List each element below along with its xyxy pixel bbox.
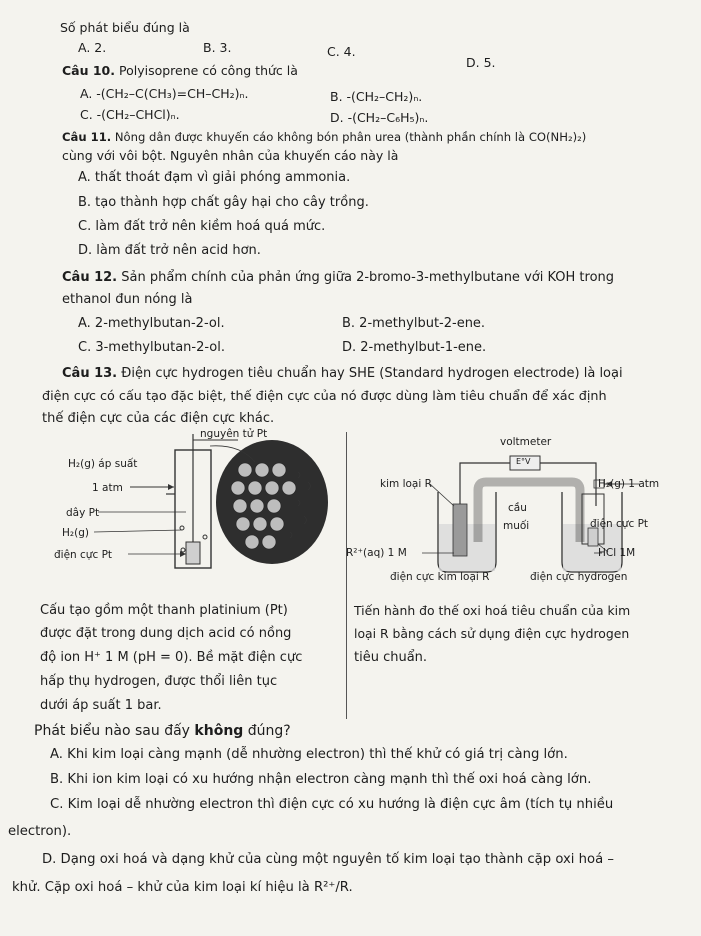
q13-question-bold: không xyxy=(194,723,244,739)
q10-option-c[interactable]: C. -(CH₂–CHCl)ₙ. xyxy=(80,107,180,122)
desc-left-3: độ ion H⁺ 1 M (pH = 0). Bề mặt điện cực xyxy=(40,650,303,665)
q10-option-a[interactable]: A. -(CH₂–C(CH₃)=CH–CH₂)ₙ. xyxy=(80,86,249,101)
desc-right-3: tiêu chuẩn. xyxy=(354,650,428,665)
pt-plate xyxy=(186,542,200,564)
label-r-ion: R²⁺(aq) 1 M xyxy=(346,547,407,559)
q12-option-b[interactable]: B. 2-methylbut-2-ene. xyxy=(342,316,486,331)
q9-option-b[interactable]: B. 3. xyxy=(203,40,232,55)
q12-stem2: ethanol đun nóng là xyxy=(62,292,193,307)
q13-stem1: Điện cực hydrogen tiêu chuẩn hay SHE (Standard hydrogen electrode) là loại xyxy=(121,366,623,381)
q11-stem-line1 xyxy=(62,129,586,145)
q13-option-b[interactable]: B. Khi ion kim loại có xu hướng nhận electron càng mạnh thì thế oxi hoá càng lớn. xyxy=(50,772,592,787)
q13-stem2: điện cực có cấu tạo đặc biệt, thế điện cực của nó được dùng làm tiêu chuẩn để xác định xyxy=(42,389,607,404)
q11-number: Câu 11. xyxy=(62,130,112,144)
desc-left-5: dưới áp suất 1 bar. xyxy=(40,698,162,713)
metal-r-electrode xyxy=(453,504,467,556)
q13-option-d-line1[interactable]: D. Dạng oxi hoá và dạng khử của cùng một nguyên tố kim loại tạo thành cặp oxi hoá – xyxy=(42,852,614,867)
label-hcl: HCl 1M xyxy=(598,547,636,559)
q11-option-d[interactable]: D. làm đất trở nên acid hơn. xyxy=(78,243,261,258)
q13-question-post: đúng? xyxy=(243,723,291,739)
label-h2-1-atm: H₂(g) 1 atm xyxy=(598,478,660,490)
q13-option-c-line1[interactable]: C. Kim loại dễ nhường electron thì điện cực có xu hướng là điện cực âm (tích tụ nhiều xyxy=(50,797,614,812)
q13-question xyxy=(34,722,291,740)
q9-option-d[interactable]: D. 5. xyxy=(466,55,496,70)
q9-stem: Số phát biểu đúng là xyxy=(60,20,190,35)
q12-stem1: Sản phẩm chính của phản ứng giữa 2-bromo-3-methylbutane với KOH trong xyxy=(121,270,615,285)
q13-number: Câu 13. xyxy=(62,366,118,381)
q12-option-d[interactable]: D. 2-methylbut-1-ene. xyxy=(342,340,487,355)
cell-figure xyxy=(346,432,695,592)
label-pt-wire: dây Pt xyxy=(66,507,100,519)
caption-hydrogen-electrode: điện cực hydrogen xyxy=(530,571,628,583)
q12-stem-line1 xyxy=(62,270,614,286)
label-pt-atom: nguyên tử Pt xyxy=(200,428,268,440)
q12-number: Câu 12. xyxy=(62,270,118,285)
label-salt-bridge-1: cầu xyxy=(508,502,527,514)
caption-metal-electrode: điện cực kim loại R xyxy=(390,571,490,583)
label-pt-electrode: điện cực Pt xyxy=(54,549,113,561)
q9-option-a[interactable]: A. 2. xyxy=(78,40,107,55)
q10-number: Câu 10. xyxy=(62,63,116,78)
voltmeter-reading: E°V xyxy=(516,457,531,466)
label-metal-r: kim loại R xyxy=(380,478,432,490)
q11-stem1: Nông dân được khuyến cáo không bón phân urea (thành phần chính là CO(NH₂)₂) xyxy=(114,130,587,144)
label-voltmeter: voltmeter xyxy=(500,436,552,448)
q10-option-b[interactable]: B. -(CH₂–CH₂)ₙ. xyxy=(330,89,423,104)
q13-option-a[interactable]: A. Khi kim loại càng mạnh (dễ nhường electron) thì thế khử có giá trị càng lớn. xyxy=(50,747,568,762)
q11-option-c[interactable]: C. làm đất trở nên kiềm hoá quá mức. xyxy=(78,219,326,234)
q11-stem2: cùng với vôi bột. Nguyên nhân của khuyến cáo này là xyxy=(62,148,399,163)
q13-question-pre: Phát biểu nào sau đấy xyxy=(34,723,195,739)
figure-divider xyxy=(346,432,347,719)
q10-stem-line xyxy=(62,63,298,79)
q11-option-b[interactable]: B. tạo thành hợp chất gây hại cho cây trồng. xyxy=(78,195,369,210)
label-h2-gas: H₂(g) xyxy=(62,527,89,539)
desc-left-2: được đặt trong dung dịch acid có nồng xyxy=(40,626,292,641)
desc-left-1: Cấu tạo gồm một thanh platinium (Pt) xyxy=(40,603,288,618)
desc-right-2: loại R bằng cách sử dụng điện cực hydrogen xyxy=(354,626,630,641)
q13-option-d-line2[interactable]: khử. Cặp oxi hoá – khử của kim loại kí hiệu là R²⁺/R. xyxy=(12,880,353,895)
q11-option-a[interactable]: A. thất thoát đạm vì giải phóng ammonia. xyxy=(78,170,351,185)
q13-stem3: thế điện cực của các điện cực khác. xyxy=(42,411,275,426)
desc-left-4: hấp thụ hydrogen, được thổi liên tục xyxy=(40,674,278,689)
label-h2-pressure: H₂(g) áp suất xyxy=(68,458,138,470)
q12-option-a[interactable]: A. 2-methylbutan-2-ol. xyxy=(78,316,225,331)
q9-option-c[interactable]: C. 4. xyxy=(327,44,356,59)
q10-option-d[interactable]: D. -(CH₂–C₆H₅)ₙ. xyxy=(330,110,429,125)
she-figure xyxy=(40,428,340,592)
q10-stem: Polyisoprene có công thức là xyxy=(119,63,298,78)
label-salt-bridge-2: muối xyxy=(503,520,530,532)
label-pt-electrode-right: điện cực Pt xyxy=(590,518,649,530)
q13-stem-line1 xyxy=(62,366,623,382)
desc-right-1: Tiến hành đo thế oxi hoá tiêu chuẩn của kim xyxy=(354,603,631,618)
q13-option-c-line2[interactable]: electron). xyxy=(8,824,72,839)
q12-option-c[interactable]: C. 3-methylbutan-2-ol. xyxy=(78,340,225,355)
label-1-atm: 1 atm xyxy=(92,482,123,494)
